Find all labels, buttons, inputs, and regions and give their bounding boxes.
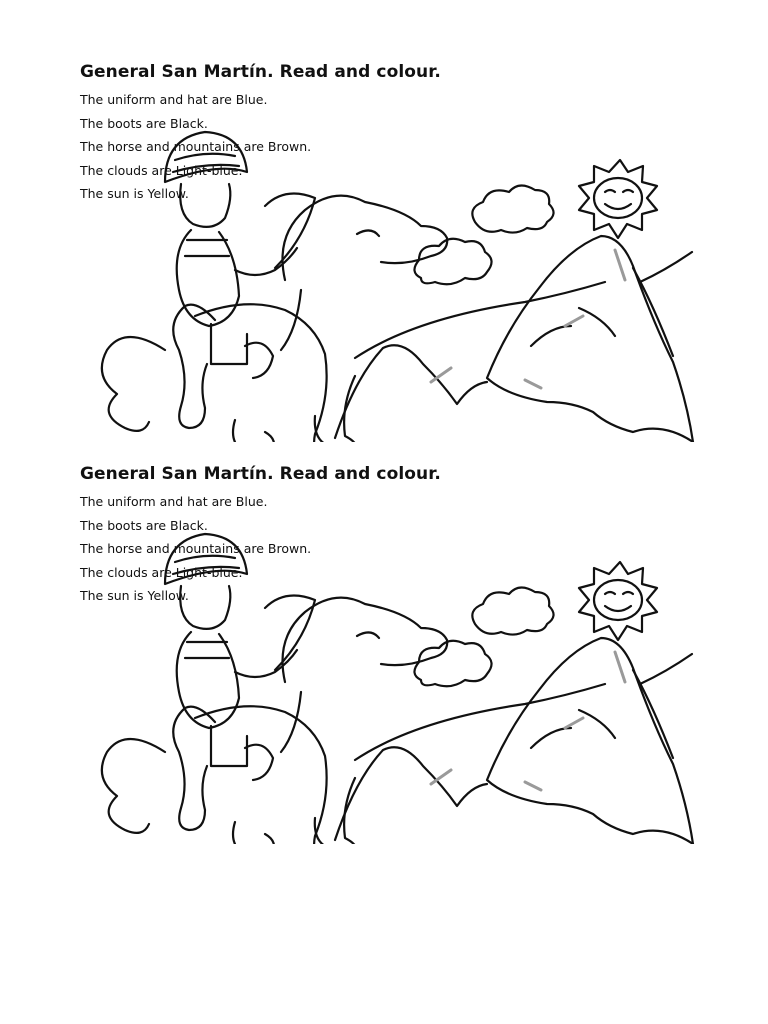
instruction-line: The sun is Yellow. — [80, 588, 189, 603]
colouring-illustration — [95, 522, 695, 844]
colouring-illustration — [95, 120, 695, 442]
worksheet-title: General San Martín. Read and colour. — [80, 464, 441, 484]
worksheet-2 — [0, 464, 768, 864]
horse-icon — [102, 596, 447, 845]
instruction-line: The boots are Black. — [80, 517, 208, 533]
instruction-line: The clouds are Light-blue. — [80, 162, 243, 178]
instruction-line: The sun is Yellow. — [80, 186, 189, 201]
cloud-icon — [414, 239, 491, 284]
sun-icon — [579, 562, 657, 640]
instruction-line: The uniform and hat are Blue. — [80, 494, 268, 509]
cloud-icon — [472, 587, 553, 634]
colouring-scene — [95, 522, 695, 844]
worksheet-title: General San Martín. Read and colour. — [80, 62, 441, 82]
instruction-line: The horse and mountains are Brown. — [80, 139, 312, 154]
san-martin-rider-icon — [165, 534, 297, 780]
instruction-line: The boots are Black. — [80, 115, 208, 131]
colouring-scene — [95, 120, 695, 442]
instruction-line: The horse and mountains are Brown. — [80, 541, 312, 556]
cloud-icon — [472, 185, 553, 232]
worksheet-1 — [0, 62, 768, 462]
sun-icon — [579, 160, 657, 238]
horse-icon — [102, 194, 447, 443]
san-martin-rider-icon — [165, 132, 297, 378]
instruction-line: The clouds are Light-blue. — [80, 564, 243, 580]
cloud-icon — [414, 641, 491, 686]
instruction-line: The uniform and hat are Blue. — [80, 92, 268, 107]
